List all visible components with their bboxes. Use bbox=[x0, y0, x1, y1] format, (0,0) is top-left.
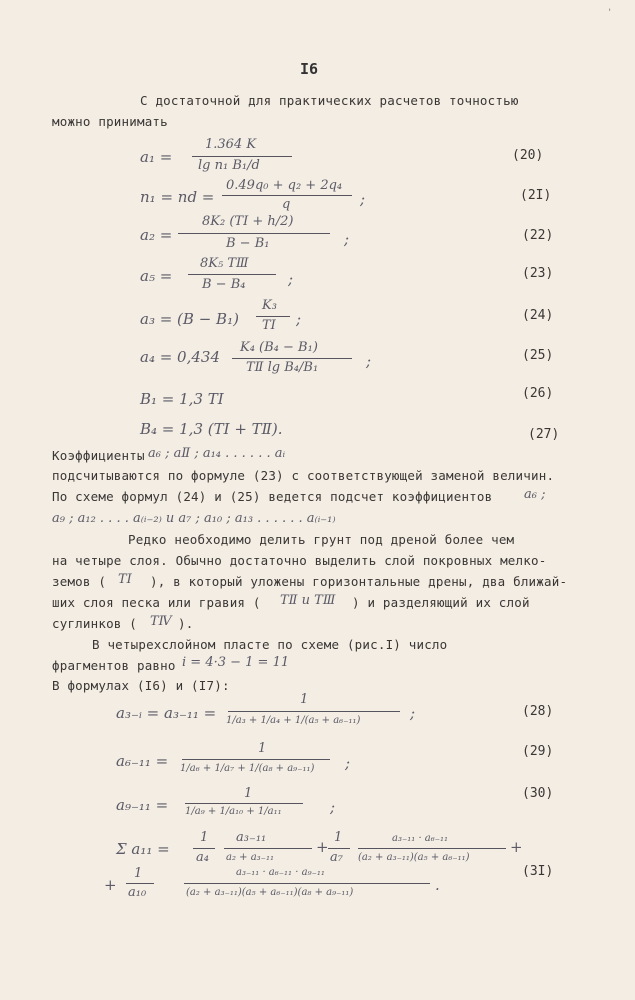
para3-formula: i = 4·3 − 1 = 11 bbox=[182, 655, 290, 670]
eq-tail: ; bbox=[345, 754, 351, 772]
para2-line4b: ) и разделяющий их слой bbox=[352, 595, 530, 610]
eq-lhs: a₃₋ᵢ = a₃₋₁₁ = bbox=[116, 704, 217, 722]
eq-number: (25) bbox=[522, 348, 554, 363]
eq-lhs: a₂ = bbox=[140, 226, 173, 244]
eq-tail: ; bbox=[296, 310, 302, 328]
fraction-bar bbox=[193, 848, 215, 849]
eq-lhs: Σ a₁₁ = bbox=[116, 840, 170, 858]
eq-numerator: 8K₂ (TⅠ + h/2) bbox=[202, 214, 294, 229]
eq-number: (28) bbox=[522, 704, 554, 719]
eq-tail: ; bbox=[344, 230, 350, 248]
corner-mark: ' bbox=[607, 8, 613, 18]
fraction-bar bbox=[126, 883, 154, 884]
para1-line3: По схеме формул (24) и (25) ведется подсчет коэффициентов bbox=[52, 489, 493, 504]
eq-numerator: 8K₅ TⅢ bbox=[200, 256, 249, 271]
fraction-bar bbox=[222, 195, 352, 196]
para2-line3a: земов ( bbox=[52, 574, 107, 589]
eq-numerator: 1 bbox=[258, 741, 267, 756]
eq-number: (22) bbox=[522, 228, 554, 243]
eq-lhs: a₉₋₁₁ = bbox=[116, 796, 169, 814]
eq-number: (27) bbox=[528, 427, 560, 442]
coef-2-den: a₇ bbox=[330, 850, 343, 865]
eq-numerator: 1 bbox=[244, 786, 253, 801]
para2-line5a: суглинков ( bbox=[52, 616, 137, 631]
para1-line2: подсчитываются по формуле (23) с соответствующей заменой величин. bbox=[52, 468, 555, 483]
coef-3-den: a₁₀ bbox=[128, 885, 147, 900]
eq-number: (2I) bbox=[520, 188, 552, 203]
eq-denominator: 1/a₃ + 1/a₄ + 1/(a₅ + a₆₋₁₁) bbox=[226, 715, 361, 726]
fraction-bar bbox=[182, 759, 330, 760]
eq-tail: ; bbox=[288, 270, 294, 288]
eq-lhs: B₁ = 1,3 TⅠ bbox=[140, 390, 224, 408]
fraction-bar bbox=[178, 233, 330, 234]
eq-number: (20) bbox=[512, 148, 544, 163]
eq-tail: ; bbox=[360, 190, 366, 208]
eq-lhs: B₄ = 1,3 (TⅠ + TⅡ). bbox=[140, 420, 283, 438]
para2-t1: TⅠ bbox=[118, 572, 132, 587]
para2-line4a: ших слоя песка или гравия ( bbox=[52, 595, 261, 610]
plus-sign: + bbox=[316, 838, 329, 856]
fraction-bar bbox=[228, 711, 400, 712]
eq-denominator: q bbox=[282, 197, 291, 212]
fraction-bar bbox=[232, 358, 352, 359]
eq-lhs: a₁ = bbox=[140, 148, 173, 166]
eq-lhs: a₆₋₁₁ = bbox=[116, 752, 169, 770]
eq-denominator: B − B₁ bbox=[226, 236, 270, 251]
frac-3-num: a₃₋₁₁ · a₆₋₁₁ · a₉₋₁₁ bbox=[236, 867, 325, 878]
fraction-bar bbox=[192, 156, 292, 157]
eq-numerator: 1 bbox=[300, 692, 309, 707]
para2-t2t3: TⅡ и TⅢ bbox=[280, 593, 336, 608]
frac-2-den: (a₂ + a₃₋₁₁)(a₅ + a₆₋₁₁) bbox=[358, 852, 470, 863]
frac-2-num: a₃₋₁₁ · a₆₋₁₁ bbox=[392, 833, 449, 844]
fraction-bar bbox=[358, 848, 506, 849]
para2-line3b: ), в который уложены горизонтальные дрены, два ближай- bbox=[150, 574, 568, 589]
para3-line3: В формулах (I6) и (I7): bbox=[52, 678, 230, 693]
eq-number: (30) bbox=[522, 786, 554, 801]
eq-tail: ; bbox=[330, 798, 336, 816]
eq-numerator: 1.364 K bbox=[205, 137, 257, 152]
eq-numerator: K₄ (B₄ − B₁) bbox=[240, 340, 318, 355]
eq-lhs: n₁ = nd = bbox=[140, 188, 215, 206]
eq-number: (24) bbox=[522, 308, 554, 323]
coef-2-num: 1 bbox=[334, 830, 343, 845]
fraction-bar bbox=[184, 883, 430, 884]
eq-denominator: 1/a₆ + 1/a₇ + 1/(a₈ + a₉₋₁₁) bbox=[180, 763, 315, 774]
para2-line1: Редко необходимо делить грунт под дреной более чем bbox=[128, 532, 515, 547]
eq-numerator: 0.49q₀ + q₂ + 2q₄ bbox=[226, 178, 343, 193]
fraction-bar bbox=[188, 274, 276, 275]
eq-lhs: a₄ = 0,434 bbox=[140, 348, 221, 366]
para3-line1: В четырехслойном пласте по схеме (рис.I) число bbox=[92, 637, 448, 652]
frac-3-den: (a₂ + a₃₋₁₁)(a₅ + a₆₋₁₁)(a₈ + a₉₋₁₁) bbox=[186, 887, 354, 898]
eq-number: (23) bbox=[522, 266, 554, 281]
eq-denominator: B − B₄ bbox=[202, 277, 246, 292]
plus-sign: + bbox=[104, 876, 117, 894]
para1-lead: Коэффициенты bbox=[52, 448, 145, 463]
eq-lhs: a₅ = bbox=[140, 267, 173, 285]
fraction-bar bbox=[185, 803, 303, 804]
eq-numerator: K₃ bbox=[262, 298, 277, 313]
para3-line2: фрагментов равно bbox=[52, 658, 176, 673]
intro-line-2: можно принимать bbox=[52, 114, 168, 129]
frac-1-num: a₃₋₁₁ bbox=[236, 830, 267, 845]
para2-t4: TⅣ bbox=[150, 614, 172, 629]
frac-1-den: a₂ + a₃₋₁₁ bbox=[226, 852, 274, 863]
eq-tail: ; bbox=[366, 352, 372, 370]
eq-denominator: lg n₁ B₁/d bbox=[198, 158, 260, 173]
para1-coeffs-2: a₉ ; a₁₂ . . . . a₍ᵢ₋₂₎ и a₇ ; a₁₀ ; a₁₃ . . . . . . a₍ᵢ₋₁₎ bbox=[52, 511, 336, 526]
page-number: I6 bbox=[300, 60, 319, 78]
eq-denominator: 1/a₉ + 1/a₁₀ + 1/a₁₁ bbox=[185, 806, 282, 817]
eq-number: (26) bbox=[522, 386, 554, 401]
eq-number: (29) bbox=[522, 744, 554, 759]
fraction-bar bbox=[256, 316, 290, 317]
eq-denominator: TⅡ lg B₄/B₁ bbox=[246, 360, 319, 375]
para2-line2: на четыре слоя. Обычно достаточно выделить слой покровных мелко- bbox=[52, 553, 547, 568]
coef-1-den: a₄ bbox=[196, 850, 209, 865]
coef-3-num: 1 bbox=[134, 866, 143, 881]
eq-tail: ; bbox=[410, 704, 416, 722]
para1-coeff-a6: a₆ ; bbox=[524, 487, 546, 502]
para2-line5b: ). bbox=[178, 616, 194, 631]
intro-line-1: С достаточной для практических расчетов точностью bbox=[140, 93, 519, 108]
fraction-bar bbox=[224, 848, 312, 849]
eq-number: (3I) bbox=[522, 864, 554, 879]
para1-coeffs: a₆ ; aⅡ ; a₁₄ . . . . . . aᵢ bbox=[148, 446, 286, 461]
period: . bbox=[435, 876, 440, 894]
plus-sign: + bbox=[510, 838, 523, 856]
eq-lhs: a₃ = (B − B₁) bbox=[140, 310, 239, 328]
fraction-bar bbox=[328, 848, 350, 849]
eq-denominator: TⅠ bbox=[262, 318, 276, 333]
coef-1-num: 1 bbox=[200, 830, 209, 845]
